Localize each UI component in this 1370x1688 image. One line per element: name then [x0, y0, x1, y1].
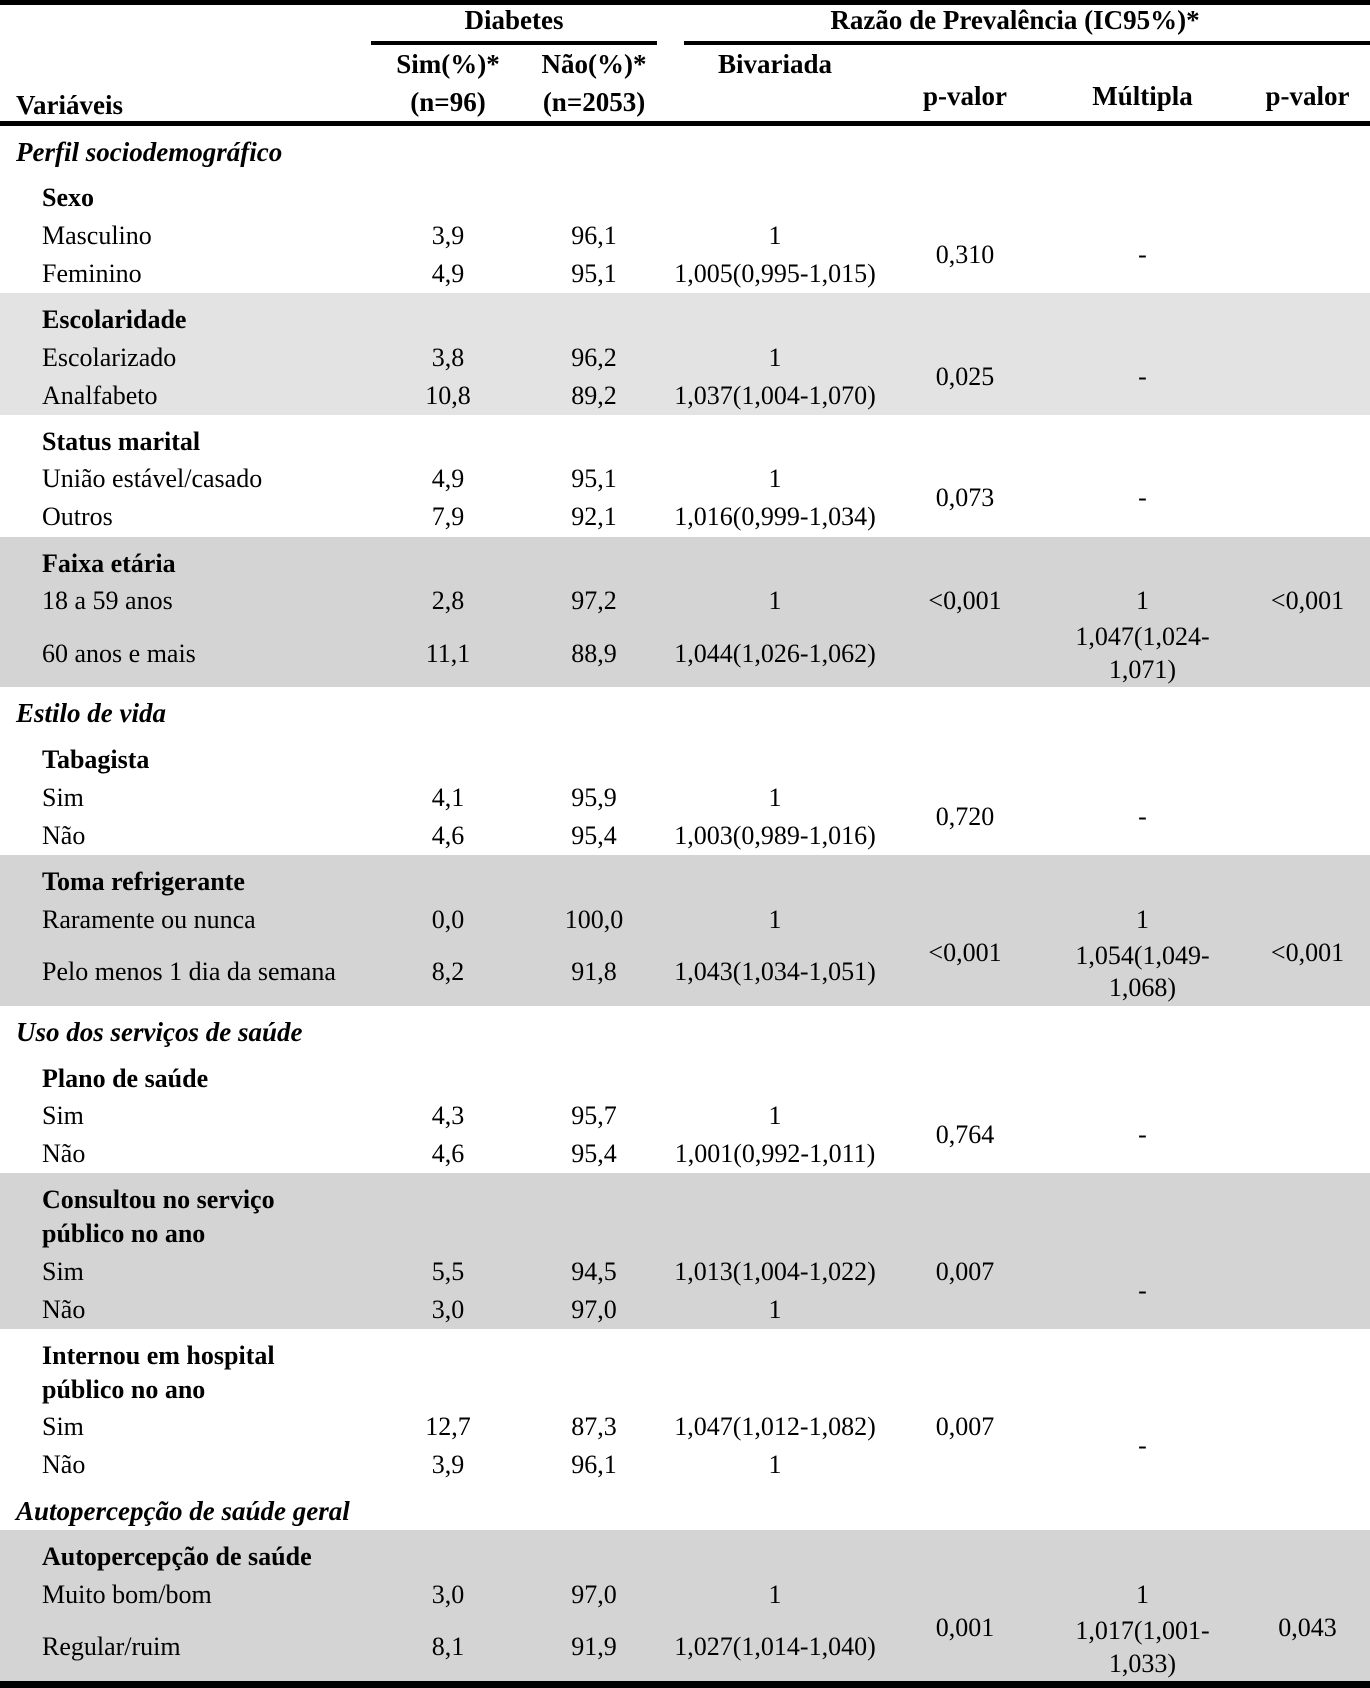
bivariada-value: 1,013(1,004-1,022)	[660, 1253, 890, 1291]
table-row	[0, 779, 1370, 817]
table-row	[0, 217, 1370, 255]
nao-value: 87,3	[571, 1412, 617, 1442]
sim-value: 3,0	[368, 1291, 528, 1329]
bivariada-value: 1	[660, 339, 890, 377]
table-row	[0, 901, 1370, 939]
nao-value: 95,4	[571, 1139, 617, 1169]
variable-title: Plano de saúde	[42, 1063, 209, 1093]
p-valor-value: <0,001	[890, 582, 1040, 620]
bivariada-value: 1,005(0,995-1,015)	[674, 258, 876, 288]
section-header: Perfil sociodemográfico	[16, 136, 283, 167]
nao-value: 95,9	[571, 782, 617, 812]
multipla-value: -	[1138, 1431, 1147, 1461]
variable-title-row	[0, 537, 1370, 583]
p-valor-value: 0,764	[935, 1120, 995, 1150]
nao-value: 88,9	[528, 620, 660, 687]
nao-n-label: (n=2053)	[542, 87, 646, 117]
sim-value: 4,9	[431, 464, 465, 494]
table-body	[0, 123, 1370, 1685]
variable-title-row	[0, 415, 1370, 461]
sim-value: 10,8	[368, 377, 528, 415]
sim-value: 4,1	[431, 782, 465, 812]
table-row	[0, 1409, 1370, 1447]
table-row	[0, 1614, 1370, 1685]
p-valor2-value	[1245, 1409, 1370, 1485]
row-label: Pelo menos 1 dia da semana	[0, 939, 368, 1006]
sim-value: 12,7	[425, 1412, 471, 1442]
variable-title-row	[0, 855, 1370, 901]
table-row	[0, 939, 1370, 1006]
p-valor2-value	[1245, 217, 1370, 293]
variable-title: Faixa etária	[0, 537, 1370, 583]
sim-value: 3,8	[368, 339, 528, 377]
sim-value: 3,9	[431, 1450, 465, 1480]
multipla-value: -	[1138, 1120, 1147, 1150]
multipla-value: 1	[1040, 1576, 1245, 1614]
bivariada-value: 1,016(0,999-1,034)	[674, 502, 876, 532]
multipla-value: 1	[1040, 582, 1245, 620]
table-header	[0, 3, 1370, 124]
p-valor2-value	[1245, 461, 1370, 537]
p-valor2-value	[1245, 779, 1370, 855]
multipla-value: 1,017(1,001-1,033)	[1040, 1614, 1245, 1685]
bivariada-value: 1,044(1,026-1,062)	[660, 620, 890, 687]
nao-value: 92,1	[571, 502, 617, 532]
bivariada-value: 1,043(1,034-1,051)	[660, 939, 890, 1006]
variable-title-row	[0, 1329, 1370, 1409]
bivariada-value: 1,047(1,012-1,082)	[674, 1412, 876, 1442]
variable-title: Escolaridade	[0, 293, 1370, 339]
row-label: Outros	[42, 502, 113, 532]
column-header-p-valor-2: p-valor	[1245, 45, 1370, 123]
nao-value: 97,0	[528, 1576, 660, 1614]
nao-value: 95,4	[571, 820, 617, 850]
bivariada-value: 1	[768, 1101, 782, 1131]
multipla-value: -	[1040, 1253, 1245, 1329]
multipla-value: -	[1040, 339, 1245, 415]
nao-value: 89,2	[528, 377, 660, 415]
p-valor2-value	[1245, 339, 1370, 415]
table-row	[0, 339, 1370, 377]
empty-cell	[890, 1291, 1040, 1329]
sim-value: 4,9	[431, 258, 465, 288]
column-header-variaveis	[0, 3, 368, 124]
sim-n-label: (n=96)	[410, 87, 486, 117]
bivariada-value: 1	[768, 220, 782, 250]
row-label: Escolarizado	[0, 339, 368, 377]
p-valor-value: 0,073	[935, 483, 995, 513]
nao-value: 94,5	[528, 1253, 660, 1291]
sim-value: 0,0	[368, 901, 528, 939]
p-valor-value: 0,310	[935, 239, 995, 269]
table-row	[0, 620, 1370, 687]
row-label: Sim	[42, 1101, 84, 1131]
bivariada-value: 1,001(0,992-1,011)	[674, 1139, 876, 1169]
empty-cell	[890, 1447, 1040, 1485]
sim-label: Sim(%)*	[396, 49, 500, 79]
table-row	[0, 461, 1370, 499]
table-row	[0, 1097, 1370, 1135]
sim-value: 3,0	[368, 1576, 528, 1614]
p-valor-value: 0,025	[890, 339, 1040, 415]
variable-title-row	[0, 1173, 1370, 1253]
section-header: Autopercepção de saúde geral	[16, 1495, 350, 1526]
p-valor2-value: <0,001	[1245, 901, 1370, 1006]
bivariada-value: 1	[660, 582, 890, 620]
section-row	[0, 123, 1370, 171]
variable-title: Internou em hospital público no ano	[42, 1340, 275, 1404]
multipla-value: -	[1138, 239, 1147, 269]
bivariada-value: 1	[660, 901, 890, 939]
sim-value: 5,5	[368, 1253, 528, 1291]
sim-value: 2,8	[368, 582, 528, 620]
column-header-multipla: Múltipla	[1040, 45, 1245, 123]
nao-value: 91,9	[528, 1614, 660, 1685]
section-row	[0, 1485, 1370, 1531]
row-label: 60 anos e mais	[0, 620, 368, 687]
bivariada-value: 1	[660, 1576, 890, 1614]
bivariada-value: 1	[768, 464, 782, 494]
nao-value: 100,0	[528, 901, 660, 939]
row-label: Regular/ruim	[0, 1614, 368, 1685]
p-valor2-value: 0,043	[1245, 1576, 1370, 1685]
p-valor-value: 0,007	[890, 1253, 1040, 1291]
bivariada-value: 1	[660, 1291, 890, 1329]
row-label: Não	[42, 1139, 86, 1169]
empty-cell	[890, 620, 1040, 687]
group-header-razao-prevalencia	[660, 3, 1370, 46]
table-row	[0, 1576, 1370, 1614]
p-valor-value: 0,007	[935, 1412, 995, 1442]
diabetes-label: Diabetes	[464, 5, 564, 35]
column-header-nao	[528, 45, 660, 123]
variable-title: Sexo	[42, 183, 94, 213]
nao-value: 96,2	[528, 339, 660, 377]
row-label: Sim	[0, 1253, 368, 1291]
variable-title: Autopercepção de saúde	[0, 1530, 1370, 1576]
p-valor2-value	[1245, 1253, 1370, 1329]
empty-cell	[1245, 620, 1370, 687]
variable-title-row	[0, 1530, 1370, 1576]
nao-label: Não(%)*	[541, 49, 647, 79]
variable-title-row	[0, 293, 1370, 339]
sim-value: 8,2	[368, 939, 528, 1006]
p-valor-value: 0,720	[935, 801, 995, 831]
bivariada-value: 1,027(1,014-1,040)	[660, 1614, 890, 1685]
nao-value: 97,2	[528, 582, 660, 620]
bivariada-value: 1,003(0,989-1,016)	[674, 820, 876, 850]
multipla-value: -	[1138, 483, 1147, 513]
row-label: 18 a 59 anos	[0, 582, 368, 620]
table-row	[0, 1253, 1370, 1291]
row-label: Feminino	[42, 258, 142, 288]
variable-title-row	[0, 171, 1370, 217]
sim-value: 3,9	[431, 220, 465, 250]
column-header-bivariada: Bivariada	[660, 45, 890, 123]
p-valor2-value: <0,001	[1245, 582, 1370, 620]
variaveis-label: Variáveis	[16, 89, 123, 120]
variable-title: Tabagista	[42, 745, 150, 775]
nao-value: 96,1	[571, 1450, 617, 1480]
bivariada-value: 1	[768, 782, 782, 812]
row-label: Sim	[42, 782, 84, 812]
razao-prevalencia-label: Razão de Prevalência (IC95%)*	[830, 5, 1200, 35]
nao-value: 95,1	[571, 258, 617, 288]
bivariada-value: 1	[768, 1450, 782, 1480]
column-header-sim	[368, 45, 528, 123]
group-header-diabetes	[368, 3, 660, 46]
sim-value: 4,6	[431, 820, 465, 850]
row-label: Não	[42, 820, 86, 850]
row-label: Muito bom/bom	[0, 1576, 368, 1614]
section-header: Estilo de vida	[16, 698, 166, 729]
row-label: Masculino	[42, 220, 152, 250]
multipla-value: 1,047(1,024-1,071)	[1040, 620, 1245, 687]
table-row	[0, 582, 1370, 620]
section-row	[0, 1006, 1370, 1052]
p-valor2-value	[1245, 1097, 1370, 1173]
row-label: Não	[0, 1291, 368, 1329]
variable-title: Toma refrigerante	[0, 855, 1370, 901]
multipla-value: -	[1138, 801, 1147, 831]
multipla-value: 1	[1040, 901, 1245, 939]
sim-value: 8,1	[368, 1614, 528, 1685]
nao-value: 91,8	[528, 939, 660, 1006]
sim-value: 4,3	[431, 1101, 465, 1131]
sim-value: 7,9	[431, 502, 465, 532]
nao-value: 95,1	[571, 464, 617, 494]
column-header-p-valor-1: p-valor	[890, 45, 1040, 123]
row-label: Sim	[42, 1412, 84, 1442]
nao-value: 95,7	[571, 1101, 617, 1131]
section-header: Uso dos serviços de saúde	[16, 1016, 303, 1047]
sim-value: 4,6	[431, 1139, 465, 1169]
nao-value: 97,0	[528, 1291, 660, 1329]
row-label: Analfabeto	[0, 377, 368, 415]
variable-title-row	[0, 733, 1370, 779]
sim-value: 11,1	[368, 620, 528, 687]
p-valor-value: 0,001	[890, 1576, 1040, 1685]
row-label: Raramente ou nunca	[0, 901, 368, 939]
row-label: Não	[42, 1450, 86, 1480]
bivariada-value: 1,037(1,004-1,070)	[660, 377, 890, 415]
variable-title: Status marital	[42, 426, 201, 456]
variable-title: Consultou no serviço público no ano	[0, 1173, 1370, 1253]
multipla-value: 1,054(1,049-1,068)	[1040, 939, 1245, 1006]
row-label: União estável/casado	[42, 464, 263, 494]
variable-title-row	[0, 1052, 1370, 1098]
nao-value: 96,1	[571, 220, 617, 250]
section-row	[0, 687, 1370, 733]
p-valor-value: <0,001	[890, 901, 1040, 1006]
